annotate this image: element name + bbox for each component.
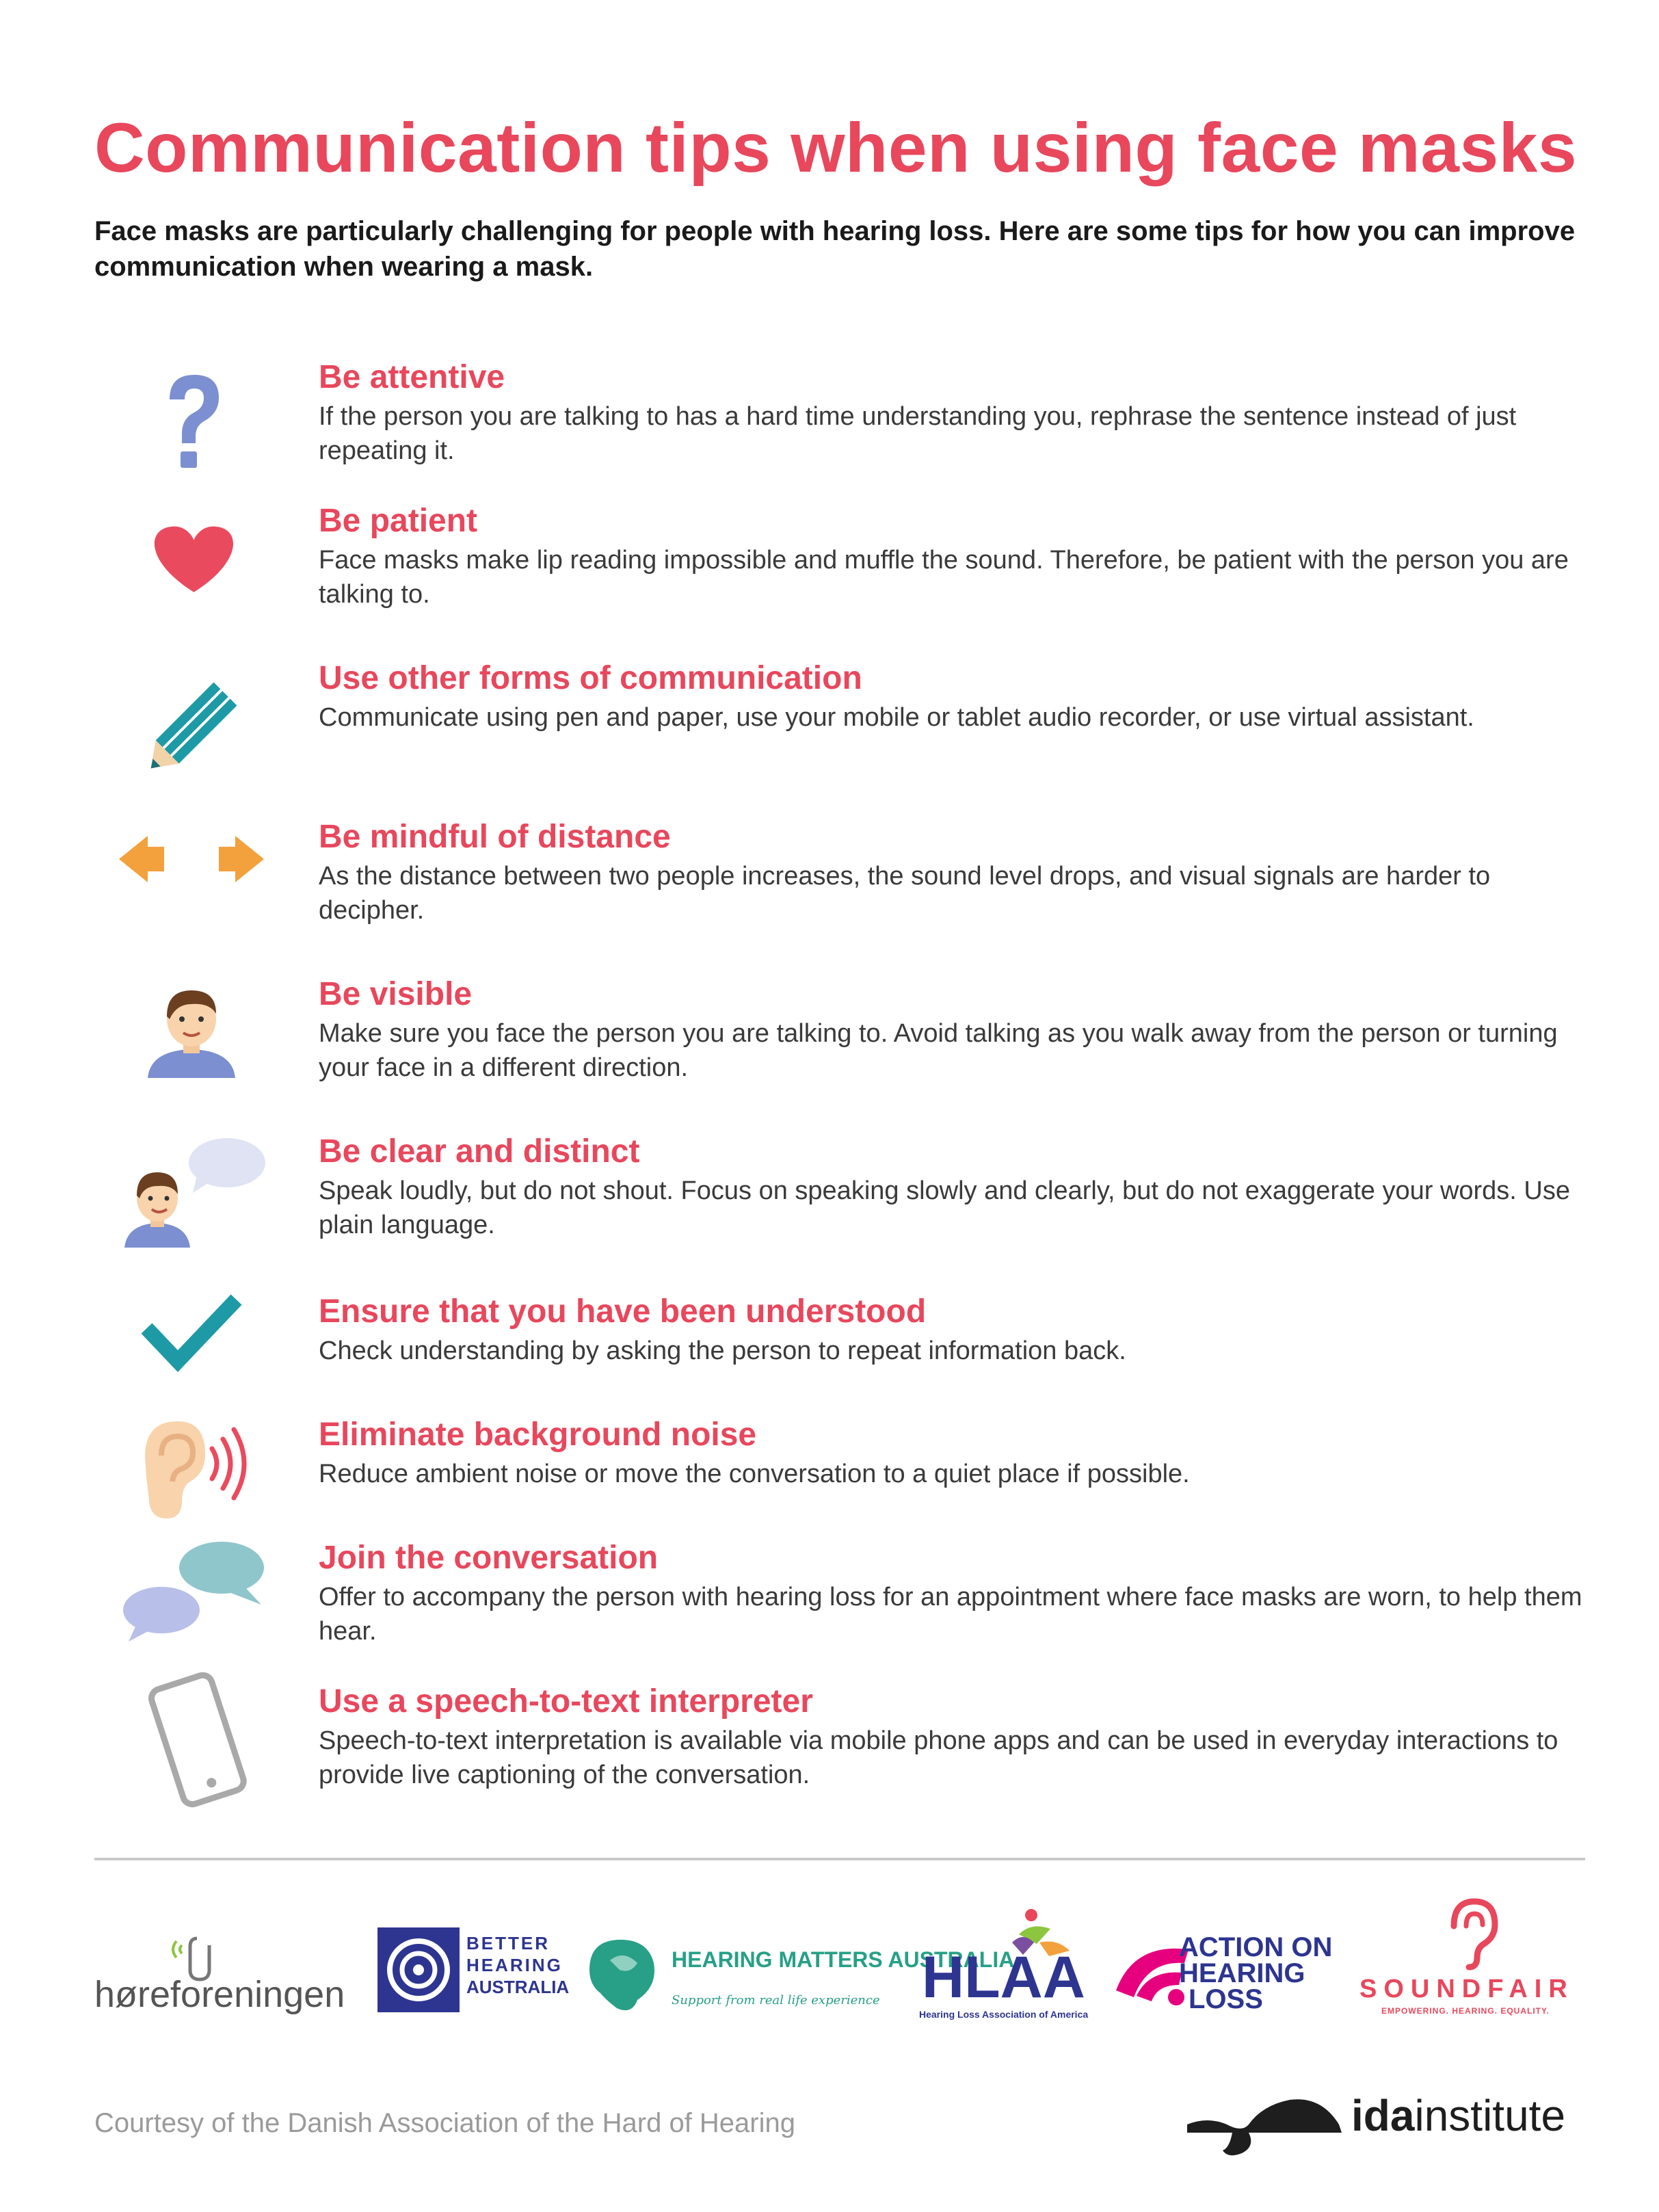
mobile-phone-icon bbox=[109, 1683, 274, 1819]
svg-text:ACTION ON: ACTION ON bbox=[1179, 1932, 1333, 1962]
svg-text:HEARING: HEARING bbox=[466, 1955, 563, 1975]
tip-description: Offer to accompany the person with hearing loss for an appointment where face masks are worn, to help them hear. bbox=[319, 1583, 1582, 1646]
hoereforeningen-logo bbox=[94, 1922, 345, 2025]
svg-text:LOSS: LOSS bbox=[1189, 1984, 1263, 2014]
tip-title: Be mindful of distance bbox=[319, 819, 671, 855]
tip-description: Face masks make lip reading impossible and muffle the sound. Therefore, be patient with the person you are talking to. bbox=[319, 546, 1569, 609]
speech-bubbles-icon bbox=[109, 1539, 274, 1676]
better-hearing-australia-logo bbox=[377, 1922, 570, 2018]
person-icon bbox=[109, 975, 274, 1112]
tip-description: Make sure you face the person you are talking to. Avoid talking as you walk away from the person or turning your face in a different direction. bbox=[319, 1019, 1558, 1082]
tip-title: Be patient bbox=[319, 503, 478, 539]
tip-title: Eliminate background noise bbox=[319, 1417, 757, 1453]
tip-description: Communicate using pen and paper, use your mobile or tablet audio recorder, or use virtual assistant. bbox=[319, 703, 1474, 732]
footer-credit: Courtesy of the Danish Association of the Hard of Hearing bbox=[94, 2108, 795, 2138]
tip-title: Ensure that you have been understood bbox=[319, 1293, 927, 1330]
svg-text:HEARING: HEARING bbox=[1179, 1958, 1305, 1988]
tip-description: If the person you are talking to has a hard time understanding you, rephrase the sentence instead of just repeating it. bbox=[319, 402, 1517, 465]
tip-description: Speak loudly, but do not shout. Focus on speaking slowly and clearly, but do not exaggerate your words. Use plain language. bbox=[319, 1176, 1570, 1239]
tip-description: Speech-to-text interpretation is available via mobile phone apps and can be used in everyday interactions to provide live captioning of the conversation. bbox=[319, 1726, 1558, 1789]
ida-institute-logo bbox=[1351, 2090, 1565, 2141]
tip-title: Be attentive bbox=[319, 359, 505, 395]
svg-text:EMPOWERING. HEARING. EQUALITY.: EMPOWERING. HEARING. EQUALITY. bbox=[1381, 2006, 1550, 2016]
hlaa-logo bbox=[916, 1901, 1094, 2025]
page-title: Communication tips when using face masks bbox=[94, 109, 1578, 187]
svg-text:høreforeningen: høreforeningen bbox=[94, 1974, 345, 2015]
svg-text:BETTER: BETTER bbox=[466, 1933, 550, 1953]
soundfair-logo bbox=[1357, 1895, 1587, 2018]
action-on-hearing-loss-logo bbox=[1113, 1922, 1339, 2025]
heart-icon bbox=[109, 502, 274, 639]
tip-title: Be visible bbox=[319, 976, 473, 1012]
person-speech-bubble-icon bbox=[109, 1133, 274, 1269]
tip-title: Use other forms of communication bbox=[319, 660, 862, 696]
tip-title: Use a speech-to-text interpreter bbox=[319, 1683, 813, 1720]
arrows-apart-icon bbox=[109, 818, 274, 955]
svg-text:HEARING MATTERS AUSTRALIA: HEARING MATTERS AUSTRALIA bbox=[672, 1947, 1015, 1972]
tip-title: Join the conversation bbox=[319, 1540, 659, 1576]
pencil-icon bbox=[109, 659, 274, 796]
question-mark-icon bbox=[109, 358, 274, 495]
ida-brand-light: institute bbox=[1414, 2091, 1566, 2140]
checkmark-icon bbox=[109, 1293, 274, 1430]
tip-description: As the distance between two people increases, the sound level drops, and visual signals are harder to decipher. bbox=[319, 862, 1491, 925]
divider bbox=[94, 1858, 1585, 1860]
svg-text:SOUNDFAIR: SOUNDFAIR bbox=[1359, 1975, 1574, 2003]
intro-text: Face masks are particularly challenging for people with hearing loss. Here are some tips for how you can improve communication when wearing a mask. bbox=[94, 216, 1576, 282]
tip-description: Reduce ambient noise or move the conversation to a quiet place if possible. bbox=[319, 1460, 1190, 1488]
ida-brand-bold: ida bbox=[1351, 2091, 1415, 2140]
svg-text:AUSTRALIA: AUSTRALIA bbox=[466, 1977, 570, 1997]
ear-sound-icon bbox=[109, 1416, 274, 1553]
svg-text:Support from real life experie: Support from real life experience bbox=[672, 1993, 880, 2007]
svg-text:HLAA: HLAA bbox=[922, 1945, 1085, 2010]
tip-title: Be clear and distinct bbox=[319, 1133, 640, 1170]
tip-description: Check understanding by asking the person to repeat information back. bbox=[319, 1337, 1126, 1365]
svg-text:Hearing Loss Association of Am: Hearing Loss Association of America bbox=[919, 2009, 1089, 2020]
